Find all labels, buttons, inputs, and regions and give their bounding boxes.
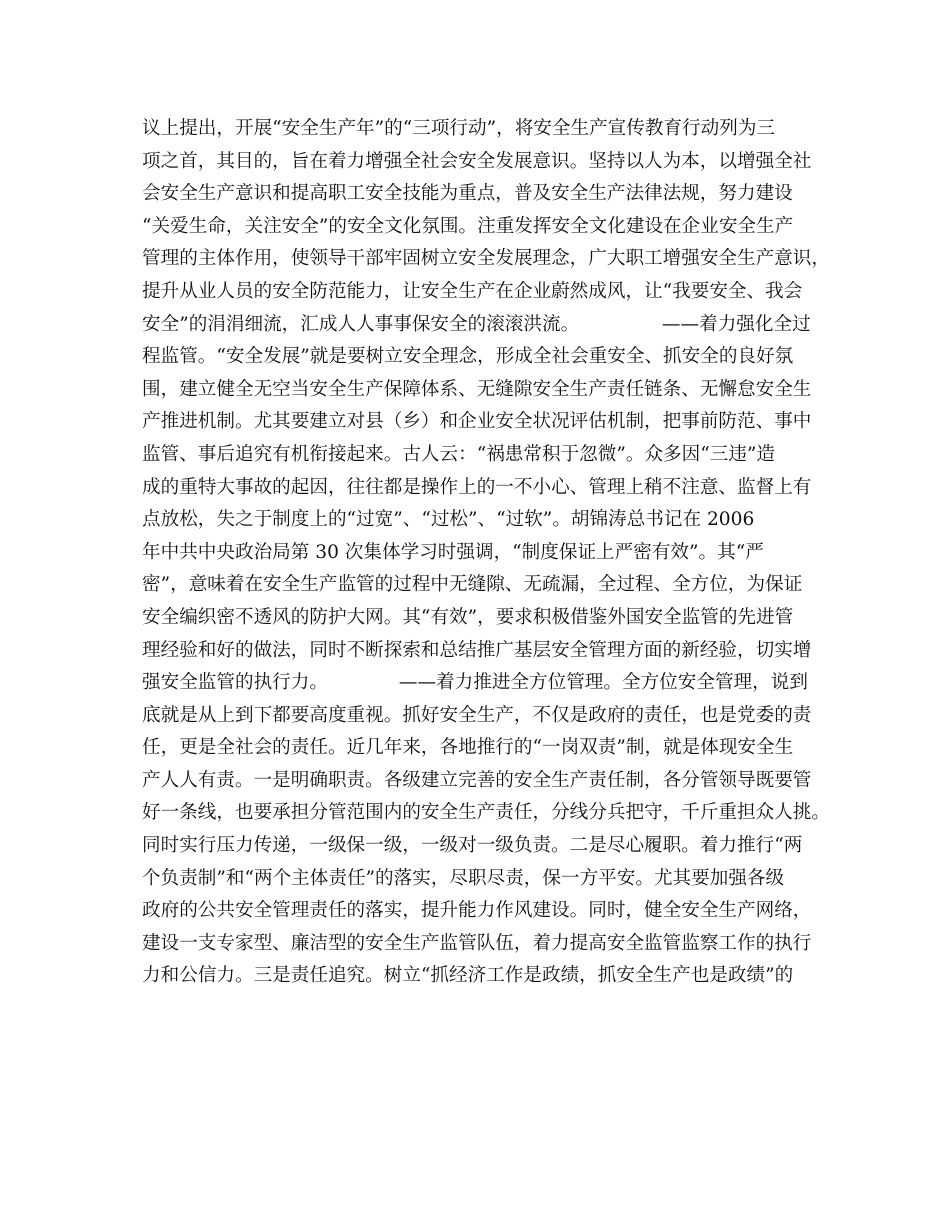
text-line: 提升从业人员的安全防范能力，让安全生产在企业蔚然成风，让“我要安全、我会: [142, 280, 803, 302]
text-line: 围，建立健全无空当安全生产保障体系、无缝隙安全生产责任链条、无懈怠安全生: [142, 378, 812, 400]
text-line: 任，更是全社会的责任。近几年来，各地推行的“一岗双责”制，就是体现安全生: [142, 737, 794, 759]
text-line: 程监管。“安全发展”就是要树立安全理念，形成全社会重安全、抓安全的良好氛: [142, 346, 794, 368]
text-line: 议上提出，开展“安全生产年”的“三项行动”，将安全生产宣传教育行动列为三: [142, 118, 776, 139]
text-line: 会安全生产意识和提高职工安全技能为重点，普及安全生产法律法规，努力建设: [142, 183, 793, 205]
text-line: “关爱生命，关注安全”的安全文化氛围。注重发挥安全文化建设在企业安全生产: [142, 215, 794, 237]
text-line: 安全编织密不透风的防护大网。其“有效”，要求积极借鉴外国安全监管的先进管: [142, 606, 794, 628]
text-line: 力和公信力。三是责任追究。树立“抓经济工作是政绩，抓安全生产也是政绩”的: [142, 965, 794, 987]
text-line: 个负责制”和“两个主体责任”的落实，尽职尽责，保一方平安。尤其要加强各级: [142, 867, 785, 889]
text-line: 点放松，失之于制度上的“过宽”、“过松”、“过软”。胡锦涛总书记在 2006: [142, 509, 755, 531]
text-line: 安全”的涓涓细流，汇成人人事事保安全的滚滚洪流。 ——着力强化全过: [142, 313, 811, 335]
text-line: 产人人有责。一是明确职责。各级建立完善的安全生产责任制，各分管领导既要管: [142, 769, 812, 791]
text-line: 管理的主体作用，使领导干部牢固树立安全发展理念，广大职工增强安全生产意识，: [142, 248, 830, 270]
text-line: 成的重特大事故的起因，往往都是操作上的一不小心、管理上稍不注意、监督上有: [142, 476, 812, 498]
text-line: 建设一支专家型、廉洁型的安全生产监管队伍，着力提高安全监管监察工作的执行: [142, 932, 812, 954]
text-line: 密”，意味着在安全生产监管的过程中无缝隙、无疏漏，全过程、全方位，为保证: [142, 574, 803, 596]
text-line: 产推进机制。尤其要建立对县（乡）和企业安全状况评估机制，把事前防范、事中: [142, 411, 812, 433]
text-line: 理经验和好的做法，同时不断探索和总结推广基层安全管理方面的新经验，切实增: [142, 639, 812, 661]
text-line: 年中共中央政治局第 30 次集体学习时强调，“制度保证上严密有效”。其“严: [142, 541, 764, 563]
text-line: 监管、事后追究有机衔接起来。古人云：“祸患常积于忽微”。众多因“三违”造: [142, 443, 776, 465]
text-line: 同时实行压力传递，一级保一级，一级对一级负责。二是尽心履职。着力推行“两: [142, 835, 803, 857]
body-text: [142, 113, 830, 993]
text-line: 好一条线，也要承担分管范围内的安全生产责任，分线分兵把守，千斤重担众人挑。: [142, 802, 830, 824]
text-line: 底就是从上到下都要高度重视。抓好安全生产，不仅是政府的责任，也是党委的责: [142, 704, 812, 726]
text-line: 政府的公共安全管理责任的落实，提升能力作风建设。同时，健全安全生产网络，: [142, 900, 812, 922]
text-line: 项之首，其目的，旨在着力增强全社会安全发展意识。坚持以人为本，以增强全社: [142, 150, 812, 172]
text-line: 强安全监管的执行力。 ——着力推进全方位管理。全方位安全管理，说到: [142, 672, 808, 694]
